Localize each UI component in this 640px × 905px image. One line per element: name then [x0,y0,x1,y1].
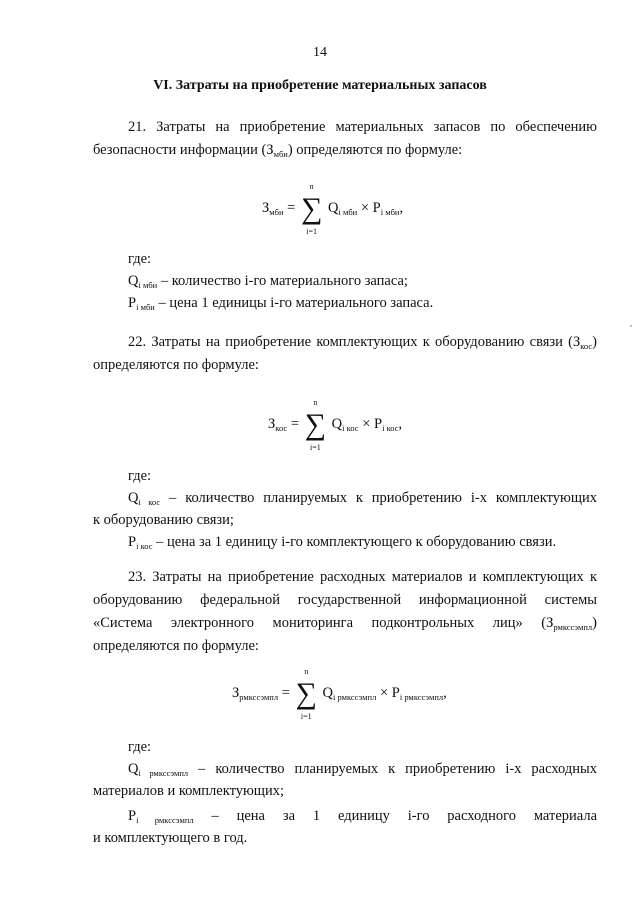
definition-23-p-line2: и комплектующего в год. [93,830,248,846]
page-number: 14 [313,45,327,60]
paragraph-23: 23. Затраты на приобретение расходных материалов и комплектующих к оборудованию федеральной государственной информационной системы «Система электронного мониторинга подконтрольных лиц» $(З_{рмкссэмпл})$ определяются по формуле: [93,569,597,654]
sum-symbol: n ∑ i=1 [295,667,317,721]
definition-23-q-line2: материалов и комплектующих; [93,783,284,799]
paragraph-22: 22. Затраты на приобретение комплектующих к оборудованию связи $(З_{кос})$ определяются по формуле: [93,334,597,373]
definition-23-p-line1: $P_{i рмкссэмпл}$ – цена за 1 единицу i-го расходного материала [128,808,598,825]
definition-23-q-line1: $Q_{i рмкссэмпл}$ – количество планируемых к приобретению i-х расходных [128,761,597,778]
formula-21: $З_{мби}$ = n ∑ i=1 $Q_{i мби} \times P_{i мби}$, [262,182,404,236]
sum-symbol: n ∑ i=1 [304,398,327,452]
definition-21-q: $Q_{i мби}$ – количество i-го материального запаса; [128,273,408,290]
sum-symbol: n ∑ i=1 [300,182,323,236]
section-title: VI. Затраты на приобретение материальных запасов [153,78,487,93]
definition-22-q-line1: $Q_{i кос}$ – количество планируемых к приобретению i-х комплектующих [128,490,598,507]
formula-23: $З_{рмкссэмпл}$ = n ∑ i=1 $Q_{i рмкссэмпл} \times P_{i рмкссэмпл}$, [232,667,447,721]
formula-22: $З_{кос}$ = n ∑ i=1 $Q_{i кос} \times P_{i кос}$, [268,398,403,452]
definition-22-q-line2: к оборудованию связи; [93,512,234,528]
where-22: где: [128,468,152,484]
definition-21-p: $P_{i мби}$ – цена 1 единицы i-го материального запаса. [128,295,434,312]
paragraph-21: 21. Затраты на приобретение материальных запасов по обеспечению безопасности информации $(З_{мби})$ определяются по формуле: [93,119,597,159]
where-23: где: [128,739,152,755]
where-21: где: [128,251,152,267]
definition-22-p: $P_{i кос}$ – цена за 1 единицу i-го комплектующего к оборудованию связи. [128,534,557,551]
scan-artifact-dot [630,325,632,327]
